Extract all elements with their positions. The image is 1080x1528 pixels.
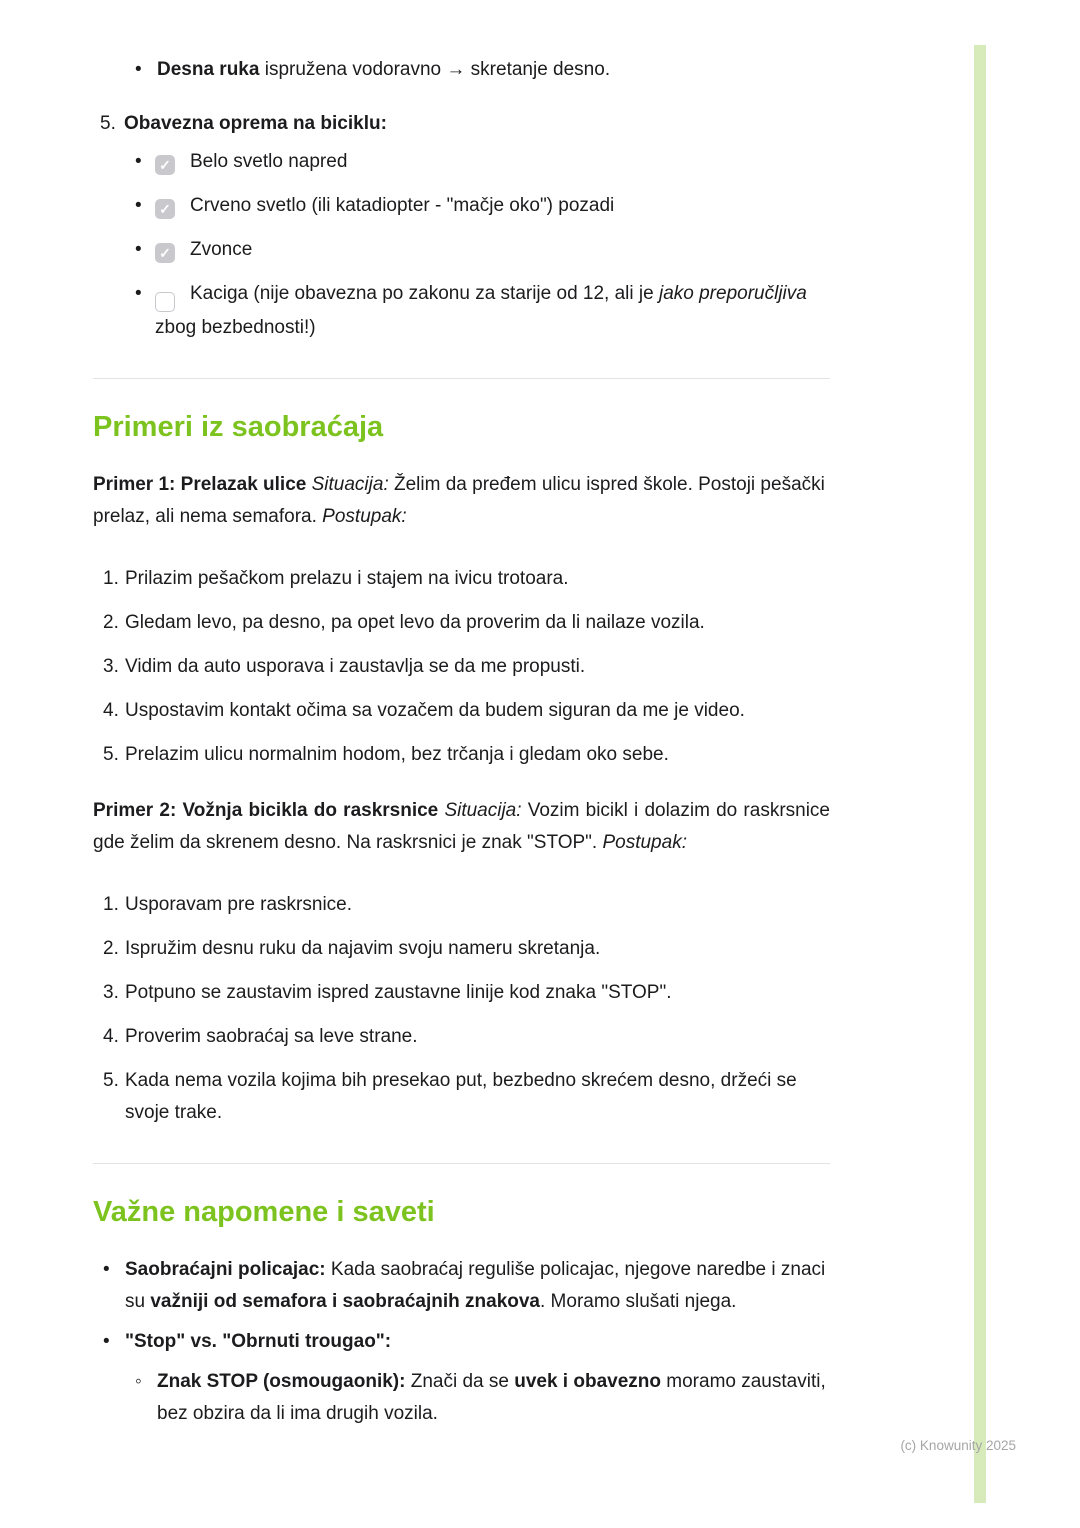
numbered-step	[93, 1021, 830, 1053]
checklist-item	[93, 190, 830, 222]
bold-text: važniji od semafora i saobraćajnih znakova	[150, 1291, 540, 1312]
plain-text: . Moramo slušati njega.	[540, 1291, 737, 1312]
bullet-icon: •	[135, 59, 142, 80]
section-heading-primeri: Primeri iz saobraćaja	[93, 411, 384, 443]
italic-text: Postupak:	[602, 832, 687, 853]
watermark: (c) Knowunity 2025	[900, 1438, 1016, 1453]
step-number: 4.	[103, 700, 119, 721]
checkmark-icon: ✓	[159, 157, 171, 173]
section-divider	[93, 378, 830, 379]
checklist-item	[93, 278, 830, 344]
bullet-icon: •	[103, 1259, 110, 1280]
plain-text: moramo zaustaviti, bez obzira da li ima drugih vozila.	[157, 1371, 826, 1424]
checklist-item-body	[155, 190, 830, 222]
section-heading-napomene: Važne napomene i saveti	[93, 1196, 435, 1228]
checklist-label: Kaciga (nije obavezna po zakonu za starije od 12, ali je	[190, 283, 659, 304]
plain-text: Vozim bicikl i dolazim do raskrsnice gde želim da skrenem desno. Na raskrsnici je znak "STOP".	[93, 800, 830, 853]
checklist-label: Zvonce	[190, 239, 253, 260]
step-text: Usporavam pre raskrsnice.	[125, 894, 353, 915]
equipment-checklist	[93, 146, 830, 344]
numbered-step	[93, 977, 830, 1009]
numbered-step	[93, 933, 830, 965]
step-text: Prelazim ulicu normalnim hodom, bez trčanja i gledam oko sebe.	[125, 744, 669, 765]
section-divider	[93, 1163, 830, 1164]
note-item	[93, 1254, 830, 1318]
step-number: 1.	[103, 568, 119, 589]
bullet-icon: •	[103, 1331, 110, 1352]
item-number: 5.	[100, 113, 116, 134]
step-text: Ispružim desnu ruku da najavim svoju nameru skretanja.	[125, 938, 601, 959]
checklist-label: Crveno svetlo (ili katadiopter - "mačje oko") pozadi	[190, 195, 615, 216]
list-item	[93, 54, 830, 86]
note-text	[125, 1254, 830, 1318]
checklist-label: Belo svetlo napred	[190, 151, 348, 172]
step-number: 4.	[103, 1026, 119, 1047]
step-text: Proverim saobraćaj sa leve strane.	[125, 1026, 418, 1047]
note-item	[93, 1326, 830, 1358]
italic-text: jako preporučljiva	[658, 283, 807, 304]
numbered-item	[93, 108, 830, 140]
step-text: Kada nema vozila kojima bih presekao put, bezbedno skrećem desno, držeći se svoje trake.	[125, 1070, 797, 1123]
checkbox-unchecked-icon[interactable]	[155, 292, 175, 312]
primer1-paragraph	[93, 469, 830, 533]
step-number: 3.	[103, 982, 119, 1003]
italic-text: Situacija:	[311, 474, 394, 495]
notes-list	[93, 1254, 830, 1430]
checklist-item-body	[155, 234, 830, 266]
checkmark-icon: ✓	[159, 245, 171, 261]
bold-text: Primer 1: Prelazak ulice	[93, 474, 312, 495]
step-number: 2.	[103, 938, 119, 959]
checkmark-icon: ✓	[159, 201, 171, 217]
step-text: Gledam levo, pa desno, pa opet levo da proverim da li nailaze vozila.	[125, 612, 705, 633]
numbered-step	[93, 695, 830, 727]
bullet-icon: •	[135, 195, 142, 216]
primer2-steps	[93, 889, 830, 1129]
plain-text: ispružena vodoravno → skretanje desno.	[259, 59, 611, 80]
bold-text: Desna ruka	[157, 59, 260, 80]
checkbox-checked-icon[interactable]	[155, 199, 175, 219]
checkbox-checked-icon[interactable]	[155, 155, 175, 175]
step-number: 1.	[103, 894, 119, 915]
note-text	[125, 1326, 830, 1358]
checklist-item	[93, 146, 830, 178]
sub-note-item	[93, 1366, 830, 1430]
step-text: Prilazim pešačkom prelazu i stajem na ivicu trotoara.	[125, 568, 569, 589]
bullet-icon: •	[135, 283, 142, 304]
step-number: 5.	[103, 1070, 119, 1091]
primer2-paragraph	[93, 795, 830, 859]
bold-text: Saobraćajni policajac:	[125, 1259, 331, 1280]
numbered-step	[93, 889, 830, 921]
step-number: 5.	[103, 744, 119, 765]
plain-text: Želim da pređem ulicu ispred škole. Postoji pešački prelaz, ali nema semafora.	[93, 474, 825, 527]
bold-text: "Stop" vs. "Obrnuti trougao":	[125, 1331, 392, 1352]
step-text: Uspostavim kontakt očima sa vozačem da budem siguran da me je video.	[125, 700, 745, 721]
italic-text: Situacija:	[444, 800, 528, 821]
step-number: 2.	[103, 612, 119, 633]
numbered-step	[93, 607, 830, 639]
sub-note-text	[157, 1366, 830, 1430]
step-number: 3.	[103, 656, 119, 677]
numbered-step	[93, 1065, 830, 1129]
numbered-step	[93, 651, 830, 683]
checklist-item-body	[155, 146, 830, 178]
numbered-step	[93, 563, 830, 595]
bold-text: Znak STOP (osmougaonik):	[157, 1371, 411, 1392]
primer1-steps	[93, 563, 830, 771]
numbered-step	[93, 739, 830, 771]
bullet-icon: •	[135, 239, 142, 260]
plain-text: Kada saobraćaj reguliše policajac, njegove naredbe i znaci su	[125, 1259, 826, 1312]
right-accent-bar	[974, 45, 986, 1503]
step-text: Potpuno se zaustavim ispred zaustavne linije kod znaka "STOP".	[125, 982, 672, 1003]
plain-text: Znači da se	[410, 1371, 515, 1392]
checklist-item	[93, 234, 830, 266]
document-content	[93, 54, 830, 1430]
item-title: Obavezna oprema na biciklu:	[124, 113, 387, 134]
list-item-text	[157, 54, 610, 86]
checklist-label: zbog bezbednosti!)	[155, 317, 316, 338]
checkbox-checked-icon[interactable]	[155, 243, 175, 263]
italic-text: Postupak:	[322, 506, 407, 527]
circle-bullet-icon: ◦	[135, 1371, 142, 1392]
bullet-icon: •	[135, 151, 142, 172]
bold-text: Primer 2: Vožnja bicikla do raskrsnice	[93, 800, 445, 821]
step-text: Vidim da auto usporava i zaustavlja se da me propusti.	[125, 656, 586, 677]
bold-text: uvek i obavezno	[514, 1371, 661, 1392]
checklist-item-body	[155, 278, 830, 344]
